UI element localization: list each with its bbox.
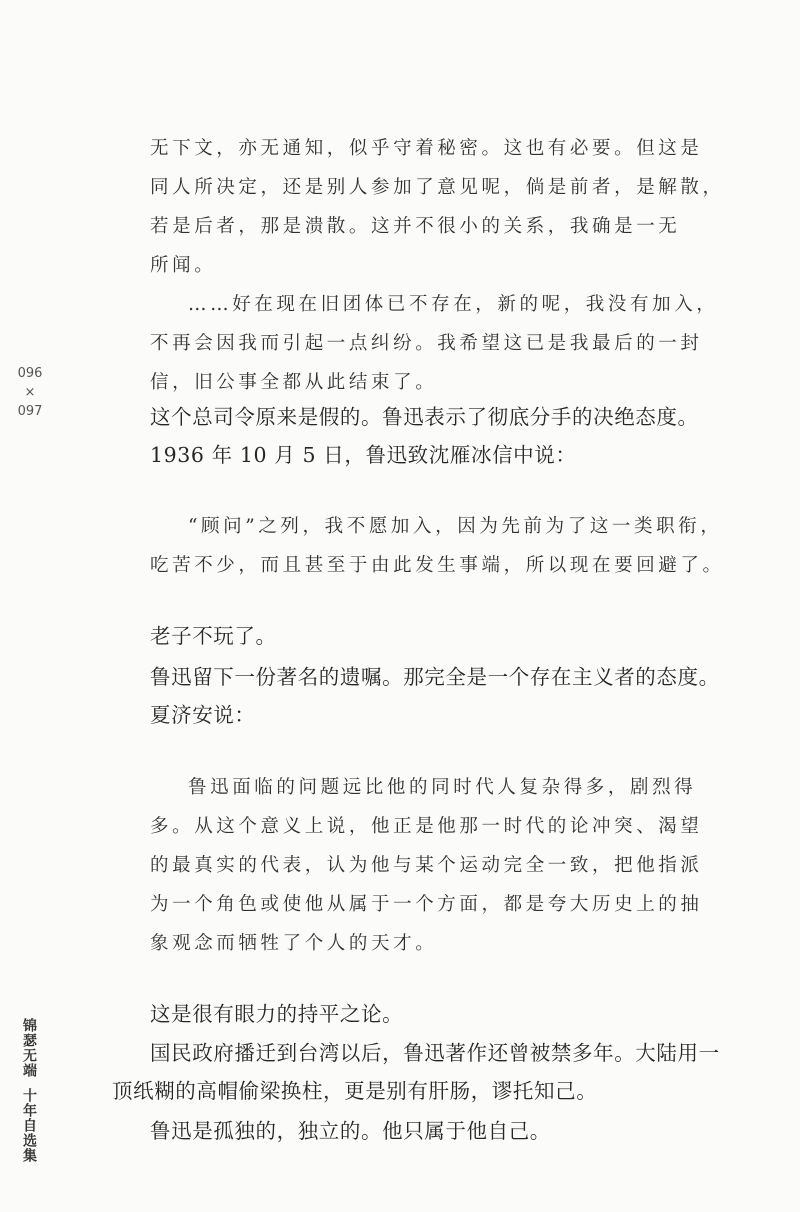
running-title-book: 锦瑟无端 bbox=[21, 1018, 37, 1078]
body-line: 1936 年 10 月 5 日，鲁迅致沈雁冰信中说： bbox=[150, 443, 577, 467]
body-line: 鲁迅是孤独的，独立的。他只属于他自己。 bbox=[150, 1119, 551, 1143]
quote-line: 的最真实的代表，认为他与某个运动完全一致，把他指派 bbox=[150, 855, 703, 876]
quote-line: 多。从这个意义上说，他正是他那一时代的论冲突、渴望 bbox=[150, 816, 703, 837]
body-line: 这个总司令原来是假的。鲁迅表示了彻底分手的决绝态度。 bbox=[150, 405, 699, 429]
quote-line: 象观念而牺牲了个人的天才。 bbox=[150, 933, 438, 954]
quote-line: 若是后者，那是溃散。这并不很小的关系，我确是一无 bbox=[150, 216, 681, 237]
quote-line: 所闻。 bbox=[150, 255, 217, 276]
quote-line: “顾问”之列，我不愿加入，因为先前为了这一类职衔， bbox=[188, 516, 723, 537]
quote-line: 同人所决定，还是别人参加了意见呢，倘是前者，是解散， bbox=[150, 177, 725, 198]
quote-line: 无下文，亦无通知，似乎守着秘密。这也有必要。但这是 bbox=[150, 138, 703, 159]
page-number-right: 097 bbox=[17, 404, 43, 419]
body-line: 鲁迅留下一份著名的遗嘱。那完全是一个存在主义者的态度。 bbox=[150, 665, 720, 689]
body-line: 顶纸糊的高帽偷梁换柱，更是别有肝肠，谬托知己。 bbox=[112, 1079, 598, 1103]
page-number-left: 096 bbox=[17, 366, 43, 381]
body-line: 这是很有眼力的持平之论。 bbox=[150, 1002, 404, 1026]
running-title-series: 十年自选集 bbox=[21, 1088, 37, 1163]
quote-line: 为一个角色或使他从属于一个方面，都是夸大历史上的抽 bbox=[150, 894, 703, 915]
quote-line: ……好在现在旧团体已不存在，新的呢，我没有加入， bbox=[188, 294, 719, 315]
quote-line: 不再会因我而引起一点纠纷。我希望这已是我最后的一封 bbox=[150, 333, 703, 354]
body-line: 夏济安说： bbox=[150, 703, 256, 727]
quote-line: 鲁迅面临的问题远比他的同时代人复杂得多，剧烈得 bbox=[188, 777, 697, 798]
body-line: 老子不玩了。 bbox=[150, 624, 277, 648]
body-line: 国民政府播迁到台湾以后，鲁迅著作还曾被禁多年。大陆用一 bbox=[150, 1041, 720, 1065]
quote-line: 信，旧公事全都从此结束了。 bbox=[150, 372, 438, 393]
quote-line: 吃苦不少，而且甚至于由此发生事端，所以现在要回避了。 bbox=[150, 555, 725, 576]
page-number-separator: × bbox=[24, 385, 36, 400]
